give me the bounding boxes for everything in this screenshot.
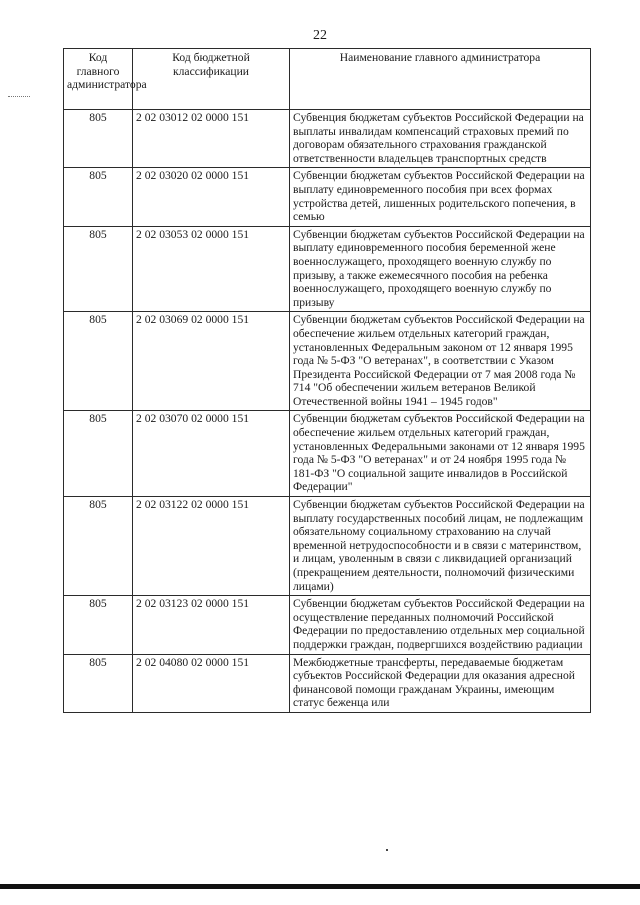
row-admin-name: Субвенции бюджетам субъектов Российской Федерации на выплату государственных пособий лицам, не подлежащим обязательному социальному страхованию на случай временной нетрудоспособности и в связи с материнством, и лицам, уволенным в связи с ликвидацией организаций (прекращением деятельности, полномочий физическими лицами) xyxy=(290,497,591,596)
bottom-dot xyxy=(386,849,388,851)
row-admin-name: Межбюджетные трансферты, передаваемые бюджетам субъектов Российской Федерации для оказания адресной финансовой помощи гражданам Украины, имеющим статус беженца или xyxy=(290,654,591,712)
row-admin-code: 805 xyxy=(64,654,133,712)
row-admin-name: Субвенции бюджетам субъектов Российской Федерации на обеспечение жильем отдельных категорий граждан, установленных Федеральным законом от 12 января 1995 года № 5-ФЗ "О ветеранах", в соответствии с Указом Президента Российской Федерации от 7 мая 2008 года № 714 "Об обеспечении жильем ветеранов Великой Отечественной войны 1941 – 1945 годов" xyxy=(290,312,591,411)
row-classification-code: 2 02 03069 02 0000 151 xyxy=(133,312,290,411)
row-classification-code: 2 02 03020 02 0000 151 xyxy=(133,168,290,226)
table-row xyxy=(64,168,591,226)
table-row xyxy=(64,226,591,312)
row-classification-code: 2 02 04080 02 0000 151 xyxy=(133,654,290,712)
header-admin-code: Код главного администратора xyxy=(64,49,133,110)
margin-mark xyxy=(8,96,30,97)
row-classification-code: 2 02 03123 02 0000 151 xyxy=(133,596,290,654)
bottom-scan-bar xyxy=(0,884,640,889)
table-row xyxy=(64,654,591,712)
header-admin-name: Наименование главного администратора xyxy=(290,49,591,110)
row-classification-code: 2 02 03012 02 0000 151 xyxy=(133,110,290,168)
row-classification-code: 2 02 03122 02 0000 151 xyxy=(133,497,290,596)
row-classification-code: 2 02 03070 02 0000 151 xyxy=(133,411,290,497)
row-classification-code: 2 02 03053 02 0000 151 xyxy=(133,226,290,312)
row-admin-code: 805 xyxy=(64,168,133,226)
row-admin-name: Субвенции бюджетам субъектов Российской Федерации на осуществление переданных полномочий Российской Федерации по предоставлению отдельных мер социальной поддержки граждан, подвергшихся воздействию радиации xyxy=(290,596,591,654)
table-row xyxy=(64,596,591,654)
budget-classification-table xyxy=(63,48,591,713)
row-admin-code: 805 xyxy=(64,497,133,596)
table-row xyxy=(64,411,591,497)
header-budget-classification: Код бюджетной классификации xyxy=(133,49,290,110)
page-number: 22 xyxy=(313,28,327,43)
table-row xyxy=(64,497,591,596)
table-header-row xyxy=(64,49,591,110)
row-admin-name: Субвенция бюджетам субъектов Российской Федерации на выплаты инвалидам компенсаций страховых премий по договорам обязательного страхования гражданской ответственности владельцев транспортных средств xyxy=(290,110,591,168)
row-admin-code: 805 xyxy=(64,110,133,168)
row-admin-code: 805 xyxy=(64,312,133,411)
row-admin-name: Субвенции бюджетам субъектов Российской Федерации на обеспечение жильем отдельных категорий граждан, установленных Федеральными законами от 12 января 1995 года № 5-ФЗ "О ветеранах" и от 24 ноября 1995 года № 181-ФЗ "О социальной защите инвалидов в Российской Федерации" xyxy=(290,411,591,497)
row-admin-name: Субвенции бюджетам субъектов Российской Федерации на выплату единовременного пособия беременной жене военнослужащего, проходящего военную службу по призыву, а также ежемесячного пособия на ребенка военнослужащего, проходящего военную службу по призыву xyxy=(290,226,591,312)
row-admin-code: 805 xyxy=(64,411,133,497)
table-row xyxy=(64,110,591,168)
table-row xyxy=(64,312,591,411)
row-admin-code: 805 xyxy=(64,596,133,654)
row-admin-code: 805 xyxy=(64,226,133,312)
row-admin-name: Субвенции бюджетам субъектов Российской Федерации на выплату единовременного пособия при всех формах устройства детей, лишенных родительского попечения, в семью xyxy=(290,168,591,226)
